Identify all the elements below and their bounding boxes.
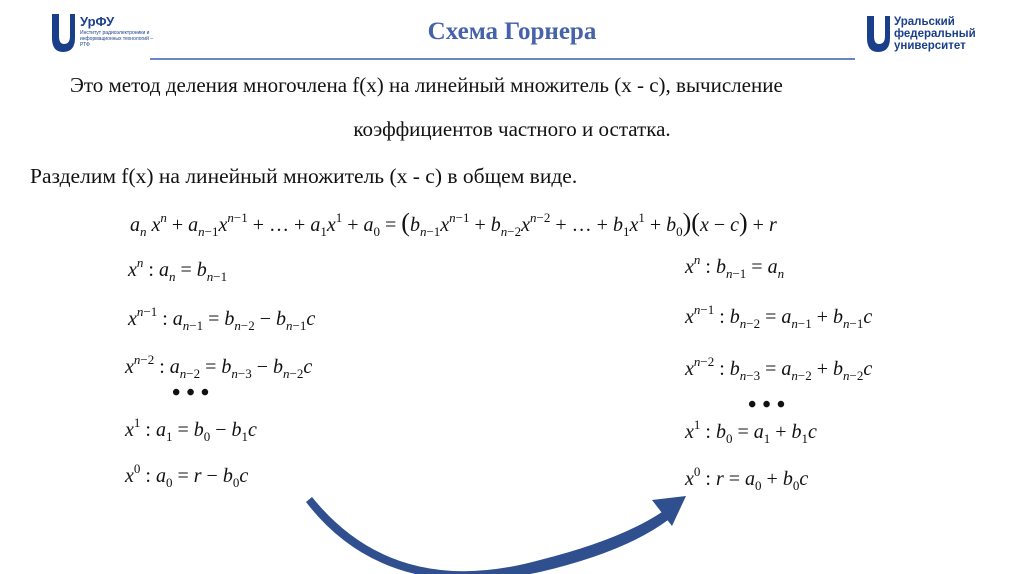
curved-arrow-icon xyxy=(306,496,686,574)
eq-right-3: $x^n-2$ : $b_n-3 = a_n-2 + b_n-2c$ xyxy=(685,354,873,383)
eq-left-4: $x^1$ : $a_1 = b_0 - b_1c$ xyxy=(125,415,257,444)
eq-right-1: $x^n$ : $b_n-1 = a_n$ xyxy=(685,252,785,281)
eq-right-5: $x^0$ : $r = a_0 + b_0c$ xyxy=(685,464,809,493)
main-identity-equation: $a_n$ $x^n + a_n-1x^n-1$ + … + $a_1x^1 + a_0 = (b_n-1x^n-1 + b_n-2x^n-2$ + … + $b_1x^1 + b_0)(x - c) + r$ xyxy=(130,208,777,239)
eq-left-3: $x^n-2$ : $a_n-2 = b_n-3 - b_n-2c$ xyxy=(125,352,313,381)
eq-right-4: $x^1$ : $b_0 = a_1 + b_1c$ xyxy=(685,417,817,446)
logo-left-name: УрФУ xyxy=(80,14,115,29)
right-column-equations xyxy=(684,252,872,493)
logo-right-line: федеральный xyxy=(894,28,976,40)
intro-line-1: Это метод деления многочлена f(x) на линейный множитель (x - c), вычисление xyxy=(70,73,783,97)
page-title: Схема Горнера xyxy=(427,18,597,45)
logo-left-subtitle: Институт радиоэлектроники и информационных технологий – РТФ xyxy=(80,30,154,48)
eq-left-5: $x^0$ : $a_0 = r - b_0c$ xyxy=(125,461,249,490)
ellipsis-left: • • • xyxy=(172,380,210,406)
intro-line-3: Разделим f(x) на линейный множитель (x - c) в общем виде. xyxy=(30,164,578,188)
left-column-equations xyxy=(124,255,315,490)
eq-right-2: $x^n-1$ : $b_n-2 = a_n-1 + b_n-1c$ xyxy=(685,302,873,331)
eq-left-2: $x^n-1$ : $a_n-1 = b_n-2 - b_n-1c$ xyxy=(128,304,316,333)
intro-line-2: коэффициентов частного и остатка. xyxy=(353,117,671,141)
logo-right-line: Уральский xyxy=(894,16,955,28)
ellipsis-right: • • • xyxy=(748,392,786,418)
eq-left-1: $x^n$ : $a_n = b_n-1$ xyxy=(128,255,228,284)
logo-right-line: университет xyxy=(894,40,966,52)
